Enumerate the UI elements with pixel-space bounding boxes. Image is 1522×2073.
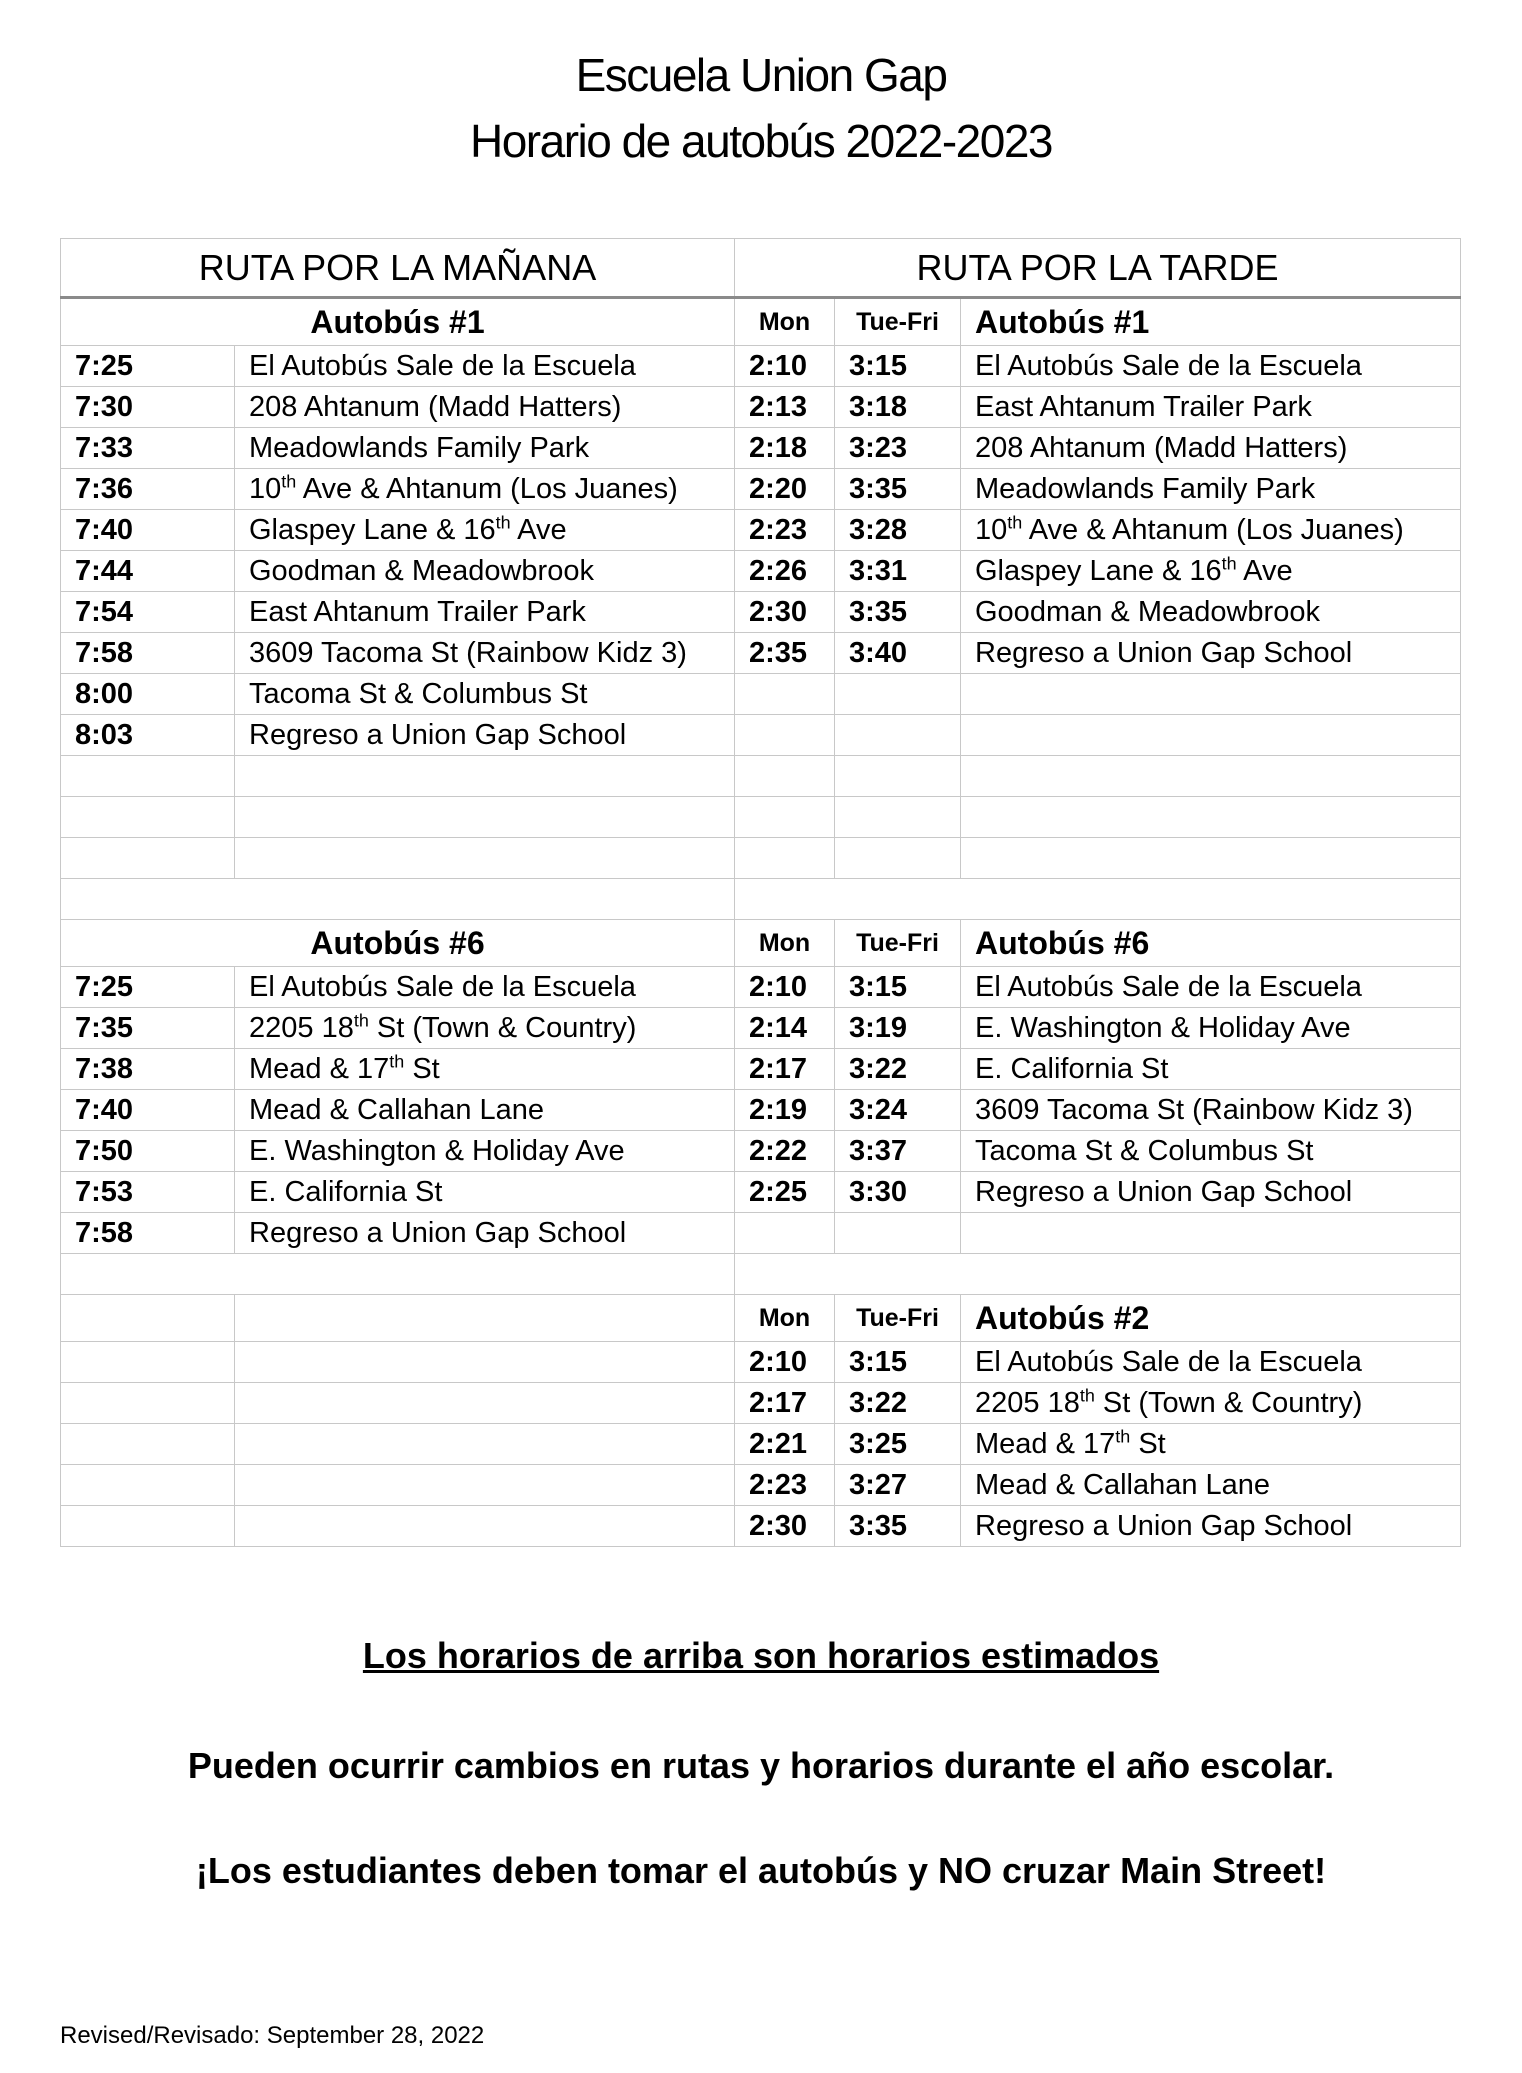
afternoon-stop: E. California St: [961, 1049, 1461, 1090]
bus6-row: [61, 1008, 1461, 1049]
mon-header: Mon: [735, 1295, 835, 1342]
tuefri-header: Tue-Fri: [835, 1295, 961, 1342]
page-subtitle: Horario de autobús 2022-2023: [469, 115, 1052, 167]
mon-time: 2:10: [735, 967, 835, 1008]
afternoon-stop: 2205 18th St (Town & Country): [961, 1383, 1461, 1424]
mon-time: 2:17: [735, 1049, 835, 1090]
tuefri-time: 3:22: [835, 1383, 961, 1424]
mon-time: 2:19: [735, 1090, 835, 1131]
mon-time: 2:17: [735, 1383, 835, 1424]
tuefri-time: 3:22: [835, 1049, 961, 1090]
morning-stop: Meadowlands Family Park: [235, 428, 735, 469]
morning-stop: 208 Ahtanum (Madd Hatters): [235, 387, 735, 428]
blank-row: [61, 838, 1461, 879]
spacer-row: [61, 1254, 1461, 1295]
morning-time: 7:53: [61, 1172, 235, 1213]
mon-time: 2:22: [735, 1131, 835, 1172]
bus1-morning-label: Autobús #1: [61, 298, 735, 346]
cell: [835, 1213, 961, 1254]
morning-time: 8:03: [61, 715, 235, 756]
cell: [235, 1506, 735, 1547]
cell: [735, 797, 835, 838]
bus1-row: [61, 715, 1461, 756]
morning-time: 7:50: [61, 1131, 235, 1172]
bus2-row: [61, 1506, 1461, 1547]
page-title: Escuela Union Gap: [575, 49, 947, 101]
afternoon-stop: Tacoma St & Columbus St: [961, 1131, 1461, 1172]
mon-header: Mon: [735, 298, 835, 346]
tuefri-time: 3:37: [835, 1131, 961, 1172]
estimated-times-note: Los horarios de arriba son horarios estimados: [362, 1635, 1160, 1676]
morning-time: 7:54: [61, 592, 235, 633]
mon-header: Mon: [735, 920, 835, 967]
tuefri-time: 3:15: [835, 967, 961, 1008]
tuefri-time: 3:31: [835, 551, 961, 592]
blank-row: [61, 756, 1461, 797]
cell: [961, 715, 1461, 756]
bus2-row: [61, 1465, 1461, 1506]
morning-time: 7:35: [61, 1008, 235, 1049]
cell: [835, 674, 961, 715]
mon-time: 2:25: [735, 1172, 835, 1213]
afternoon-stop: El Autobús Sale de la Escuela: [961, 967, 1461, 1008]
revised-date: Revised/Revisado: September 28, 2022: [60, 2022, 485, 2049]
cell: [735, 715, 835, 756]
bus6-morning-label: Autobús #6: [61, 920, 735, 967]
mon-time: 2:10: [735, 1342, 835, 1383]
cell: [735, 838, 835, 879]
afternoon-stop: 3609 Tacoma St (Rainbow Kidz 3): [961, 1090, 1461, 1131]
morning-time: 7:30: [61, 387, 235, 428]
cell: [961, 797, 1461, 838]
tuefri-time: 3:15: [835, 346, 961, 387]
mon-time: 2:35: [735, 633, 835, 674]
cell: [235, 1465, 735, 1506]
morning-stop: 2205 18th St (Town & Country): [235, 1008, 735, 1049]
bus2-header-row: [61, 1295, 1461, 1342]
cell: [61, 838, 235, 879]
cell: [61, 1506, 235, 1547]
tuefri-header: Tue-Fri: [835, 920, 961, 967]
afternoon-stop: Regreso a Union Gap School: [961, 633, 1461, 674]
schedule-body: [61, 239, 1461, 1547]
morning-stop: 10th Ave & Ahtanum (Los Juanes): [235, 469, 735, 510]
bus1-afternoon-label: Autobús #1: [961, 298, 1461, 346]
cell: [61, 1383, 235, 1424]
route-changes-note: Pueden ocurrir cambios en rutas y horarios durante el año escolar.: [187, 1745, 1335, 1786]
afternoon-stop: 10th Ave & Ahtanum (Los Juanes): [961, 510, 1461, 551]
cell: [835, 756, 961, 797]
cell: [235, 797, 735, 838]
tuefri-time: 3:19: [835, 1008, 961, 1049]
morning-time: 7:44: [61, 551, 235, 592]
afternoon-stop: Meadowlands Family Park: [961, 469, 1461, 510]
morning-stop: Mead & Callahan Lane: [235, 1090, 735, 1131]
bus6-header-row: [61, 920, 1461, 967]
bus6-row: [61, 1049, 1461, 1090]
afternoon-stop: Regreso a Union Gap School: [961, 1506, 1461, 1547]
afternoon-stop: Goodman & Meadowbrook: [961, 592, 1461, 633]
bus6-row: [61, 1090, 1461, 1131]
bus1-row: [61, 633, 1461, 674]
cell: [835, 797, 961, 838]
morning-stop: Regreso a Union Gap School: [235, 1213, 735, 1254]
bus2-row: [61, 1383, 1461, 1424]
cell: [235, 1383, 735, 1424]
cell: [961, 1213, 1461, 1254]
morning-time: 7:40: [61, 1090, 235, 1131]
bus6-row: [61, 1213, 1461, 1254]
afternoon-stop: E. Washington & Holiday Ave: [961, 1008, 1461, 1049]
bus2-afternoon-label: Autobús #2: [961, 1295, 1461, 1342]
tuefri-time: 3:28: [835, 510, 961, 551]
empty-cell: [61, 1254, 735, 1295]
mon-time: 2:14: [735, 1008, 835, 1049]
mon-time: 2:23: [735, 510, 835, 551]
morning-stop: East Ahtanum Trailer Park: [235, 592, 735, 633]
morning-stop: Tacoma St & Columbus St: [235, 674, 735, 715]
cell: [835, 838, 961, 879]
tuefri-time: 3:18: [835, 387, 961, 428]
morning-stop: Glaspey Lane & 16th Ave: [235, 510, 735, 551]
morning-stop: 3609 Tacoma St (Rainbow Kidz 3): [235, 633, 735, 674]
cell: [61, 756, 235, 797]
morning-time: 7:38: [61, 1049, 235, 1090]
empty-cell: [735, 879, 1461, 920]
bus6-row: [61, 1172, 1461, 1213]
cell: [961, 838, 1461, 879]
cell: [235, 1424, 735, 1465]
tuefri-time: 3:27: [835, 1465, 961, 1506]
morning-stop: E. Washington & Holiday Ave: [235, 1131, 735, 1172]
morning-time: 7:25: [61, 967, 235, 1008]
bus1-row: [61, 428, 1461, 469]
mon-time: 2:18: [735, 428, 835, 469]
afternoon-stop: Mead & Callahan Lane: [961, 1465, 1461, 1506]
mon-time: 2:26: [735, 551, 835, 592]
tuefri-time: 3:35: [835, 592, 961, 633]
cell: [835, 715, 961, 756]
blank-row: [61, 797, 1461, 838]
tuefri-time: 3:24: [835, 1090, 961, 1131]
afternoon-stop: 208 Ahtanum (Madd Hatters): [961, 428, 1461, 469]
bus2-row: [61, 1342, 1461, 1383]
route-header-row: [61, 239, 1461, 298]
cell: [735, 1213, 835, 1254]
tuefri-time: 3:25: [835, 1424, 961, 1465]
tuefri-time: 3:30: [835, 1172, 961, 1213]
afternoon-stop: East Ahtanum Trailer Park: [961, 387, 1461, 428]
mon-time: 2:10: [735, 346, 835, 387]
afternoon-stop: Mead & 17th St: [961, 1424, 1461, 1465]
cell: [235, 756, 735, 797]
bus-schedule-table: [60, 238, 1461, 1547]
bus1-row: [61, 510, 1461, 551]
mon-time: 2:23: [735, 1465, 835, 1506]
morning-time: 8:00: [61, 674, 235, 715]
tuefri-time: 3:23: [835, 428, 961, 469]
cell: [61, 1424, 235, 1465]
cell: [235, 1295, 735, 1342]
cell: [61, 1342, 235, 1383]
mon-time: 2:20: [735, 469, 835, 510]
bus1-row: [61, 469, 1461, 510]
cell: [61, 1465, 235, 1506]
morning-stop: El Autobús Sale de la Escuela: [235, 967, 735, 1008]
morning-stop: Goodman & Meadowbrook: [235, 551, 735, 592]
afternoon-stop: El Autobús Sale de la Escuela: [961, 346, 1461, 387]
cell: [735, 756, 835, 797]
cell: [235, 838, 735, 879]
tuefri-time: 3:15: [835, 1342, 961, 1383]
tuefri-header: Tue-Fri: [835, 298, 961, 346]
bus1-row: [61, 387, 1461, 428]
morning-time: 7:25: [61, 346, 235, 387]
cell: [61, 1295, 235, 1342]
cell: [961, 674, 1461, 715]
afternoon-stop: Regreso a Union Gap School: [961, 1172, 1461, 1213]
morning-time: 7:33: [61, 428, 235, 469]
mon-time: 2:13: [735, 387, 835, 428]
bus1-row: [61, 551, 1461, 592]
morning-stop: Mead & 17th St: [235, 1049, 735, 1090]
morning-time: 7:58: [61, 1213, 235, 1254]
mon-time: 2:21: [735, 1424, 835, 1465]
afternoon-stop: El Autobús Sale de la Escuela: [961, 1342, 1461, 1383]
tuefri-time: 3:40: [835, 633, 961, 674]
spacer-row: [61, 879, 1461, 920]
mon-time: 2:30: [735, 1506, 835, 1547]
morning-stop: Regreso a Union Gap School: [235, 715, 735, 756]
morning-time: 7:40: [61, 510, 235, 551]
mon-time: 2:30: [735, 592, 835, 633]
empty-cell: [61, 879, 735, 920]
tuefri-time: 3:35: [835, 1506, 961, 1547]
morning-stop: El Autobús Sale de la Escuela: [235, 346, 735, 387]
morning-route-header: RUTA POR LA MAÑANA: [61, 239, 735, 298]
main-street-warning: ¡Los estudiantes deben tomar el autobús y NO cruzar Main Street!: [195, 1850, 1327, 1891]
bus1-header-row: [61, 298, 1461, 346]
morning-stop: E. California St: [235, 1172, 735, 1213]
cell: [235, 1342, 735, 1383]
afternoon-route-header: RUTA POR LA TARDE: [735, 239, 1461, 298]
morning-time: 7:58: [61, 633, 235, 674]
bus2-row: [61, 1424, 1461, 1465]
bus6-row: [61, 967, 1461, 1008]
bus1-row: [61, 674, 1461, 715]
morning-time: 7:36: [61, 469, 235, 510]
afternoon-stop: Glaspey Lane & 16th Ave: [961, 551, 1461, 592]
tuefri-time: 3:35: [835, 469, 961, 510]
cell: [961, 756, 1461, 797]
cell: [61, 797, 235, 838]
bus1-row: [61, 592, 1461, 633]
empty-cell: [735, 1254, 1461, 1295]
bus6-row: [61, 1131, 1461, 1172]
bus6-afternoon-label: Autobús #6: [961, 920, 1461, 967]
cell: [735, 674, 835, 715]
bus1-row: [61, 346, 1461, 387]
